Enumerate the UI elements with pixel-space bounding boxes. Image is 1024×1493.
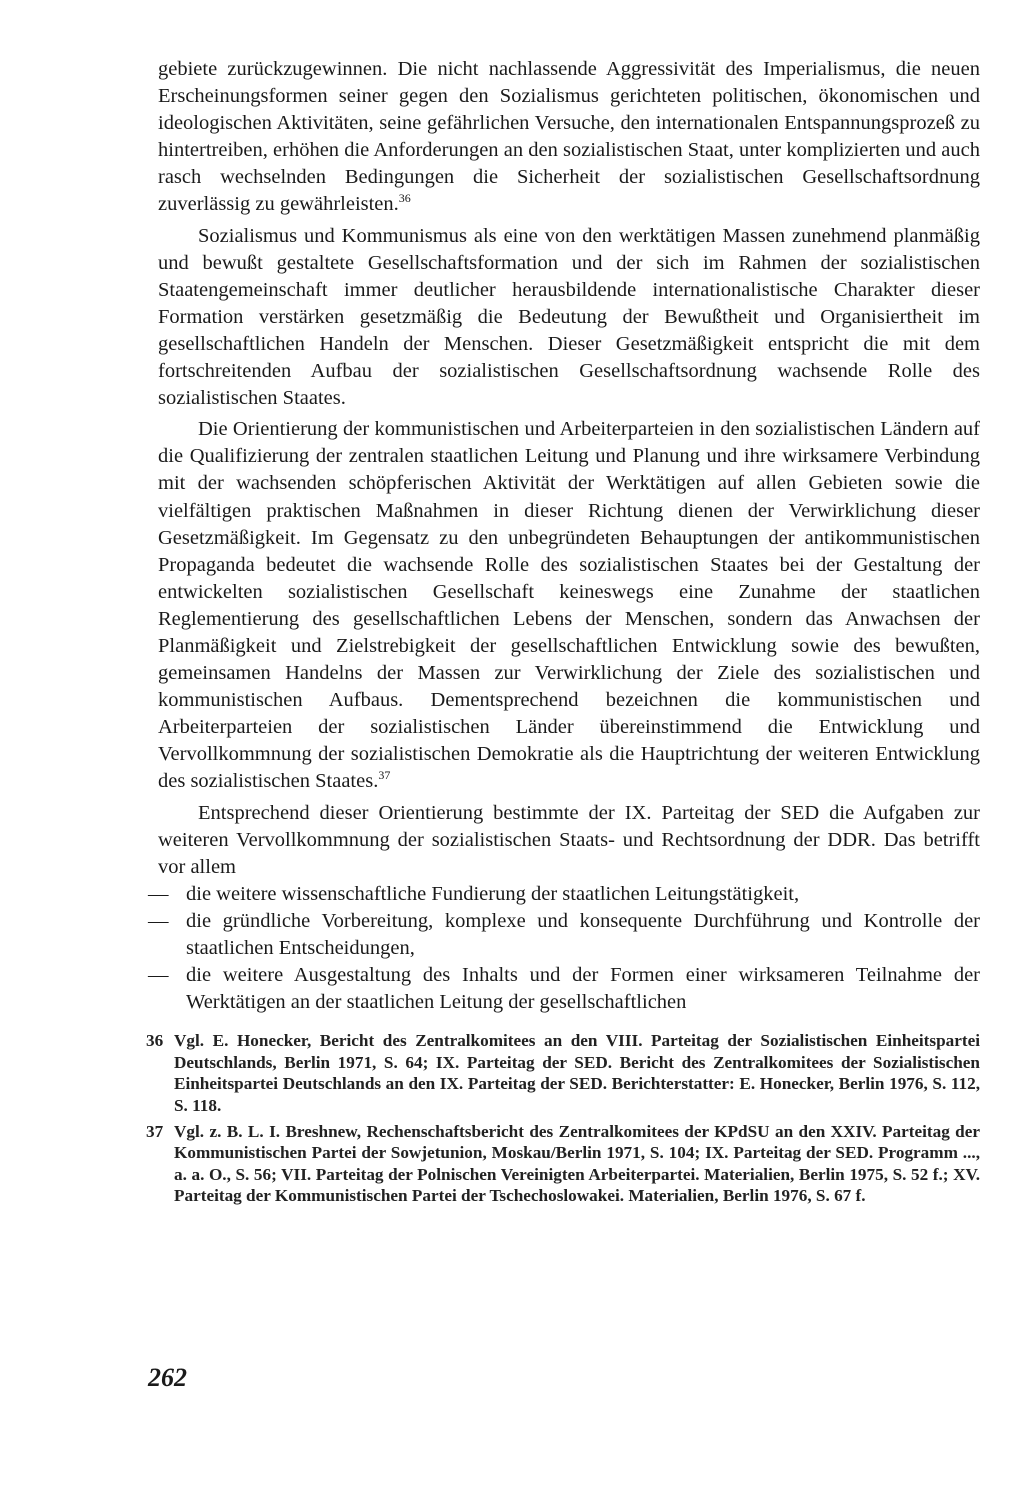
list-dash: — (148, 964, 169, 987)
footnote-number: 36 (146, 1031, 164, 1051)
footnotes (146, 1030, 980, 1207)
paragraph-1-text: gebiete zurückzugewinnen. Die nicht nachlassende Aggressivität des Imperialismus, die neuen Erscheinungsformen seiner gegen den Sozialismus gerichteten politischen, ökonomischen und ideologischen Aktivitäten, seine gefährlichen Versuche, den internationalen Entspannungsprozeß zu hintertreiben, erhöhen die Anforderungen an den sozialistischen Staat, unter komplizierten und auch rasch wechselnden Bedingungen die Sicherheit der sozialistischen Gesellschaftsordnung zuverlässig zu gewährleisten. (158, 58, 980, 216)
list-item-text: die weitere Ausgestaltung des Inhalts und der Formen einer wirksameren Teilnahme der Werktätigen an der staatlichen Leitung der gesellschaftlichen (186, 964, 980, 1014)
list-item-text: die weitere wissenschaftliche Fundierung der staatlichen Leitungstätigkeit, (186, 882, 800, 905)
page-number: 262 (148, 1363, 187, 1392)
paragraph-3 (158, 416, 980, 795)
task-list (148, 881, 980, 1016)
paragraph-4: Entsprechend dieser Orientierung bestimmte der IX. Parteitag der SED die Aufgaben zur weiteren Vervollkommnung der sozialistischen Staats- und Rechtsordnung der DDR. Das betrifft vor allem (158, 801, 980, 878)
list-dash: — (148, 909, 169, 932)
footnote-ref-36[interactable]: 36 (398, 191, 411, 206)
footnote-37 (146, 1121, 980, 1207)
list-dash: — (148, 882, 169, 905)
list-item-text: die gründliche Vorbereitung, komplexe und konsequente Durchführung und Kontrolle der staatlichen Entscheidungen, (186, 909, 980, 959)
footnote-ref-37[interactable]: 37 (378, 768, 391, 783)
paragraph-1 (158, 56, 980, 219)
list-item (148, 908, 980, 962)
footnote-36 (146, 1030, 980, 1116)
paragraph-2: Sozialismus und Kommunismus als eine von den werktätigen Massen zunehmend planmäßig und bewußt gestaltete Gesellschaftsformation und der sich im Rahmen der sozialistischen Staatengemeinschaft immer deutlicher herausbildende internationalistische Charakter dieser Formation verstärken gesetzmäßig die Bedeutung der Bewußtheit und Organisiertheit im gesellschaftlichen Handeln der Menschen. Dieser Gesetzmäßigkeit entspricht die mit dem fortschreitenden Aufbau der sozialistischen Gesellschaftsordnung wachsende Rolle des sozialistischen Staates. (158, 224, 980, 410)
page-body (146, 56, 980, 1207)
footnote-number: 37 (146, 1121, 164, 1141)
list-item (148, 962, 980, 1016)
paragraph-3-text: Die Orientierung der kommunistischen und Arbeiterparteien in den sozialistischen Ländern auf die Qualifizierung der zentralen staatlichen Leitung und Planung und ihre wirksamere Verbindung mit der wachsenden schöpferischen Aktivität der Werktätigen auf allen Gebieten sowie die vielfältigen praktischen Maßnahmen in dieser Richtung dienen der Verwirklichung dieser Gesetzmäßigkeit. Im Gegensatz zu den unbegründeten Behauptungen der antikommunistischen Propaganda bedeutet die wachsende Rolle des sozialistischen Staates bei der Gestaltung der entwickelten sozialistischen Gesellschaft keineswegs eine Zunahme der staatlichen Reglementierung des gesellschaftlichen Lebens der Menschen, sondern das Anwachsen der Planmäßigkeit und Zielstrebigkeit der gesellschaftlichen Entwicklung sowie des bewußten, gemeinsamen Handelns der Massen zur Verwirklichung der Ziele des sozialistischen und kommunistischen Aufbaus. Dementsprechend bezeichnen die kommunistischen und Arbeiterparteien der sozialistischen Länder übereinstimmend die Entwicklung und Vervollkommnung der sozialistischen Demokratie als die Hauptrichtung der weiteren Entwicklung des sozialistischen Staates. (158, 418, 980, 793)
footnote-text: Vgl. z. B. L. I. Breshnew, Rechenschaftsbericht des Zentralkomitees der KPdSU an den XXIV. Parteitag der Kommunistischen Partei der Sowjetunion, Moskau/Berlin 1971, S. 104; IX. Parteitag der SED. Programm ..., a. a. O., S. 56; VII. Parteitag der Polnischen Vereinigten Arbeiterpartei. Materialien, Berlin 1975, S. 52 f.; XV. Parteitag der Kommunistischen Partei der Tschechoslowakei. Materialien, Berlin 1976, S. 67 f. (174, 1121, 980, 1206)
list-item (148, 881, 980, 908)
footnote-text: Vgl. E. Honecker, Bericht des Zentralkomitees an den VIII. Parteitag der Sozialistischen Einheitspartei Deutschlands, Berlin 1971, S. 64; IX. Parteitag der SED. Bericht des Zentralkomitees der Sozialistischen Einheitspartei Deutschlands an den IX. Parteitag der SED. Berichterstatter: E. Honecker, Berlin 1976, S. 112, S. 118. (174, 1031, 980, 1116)
